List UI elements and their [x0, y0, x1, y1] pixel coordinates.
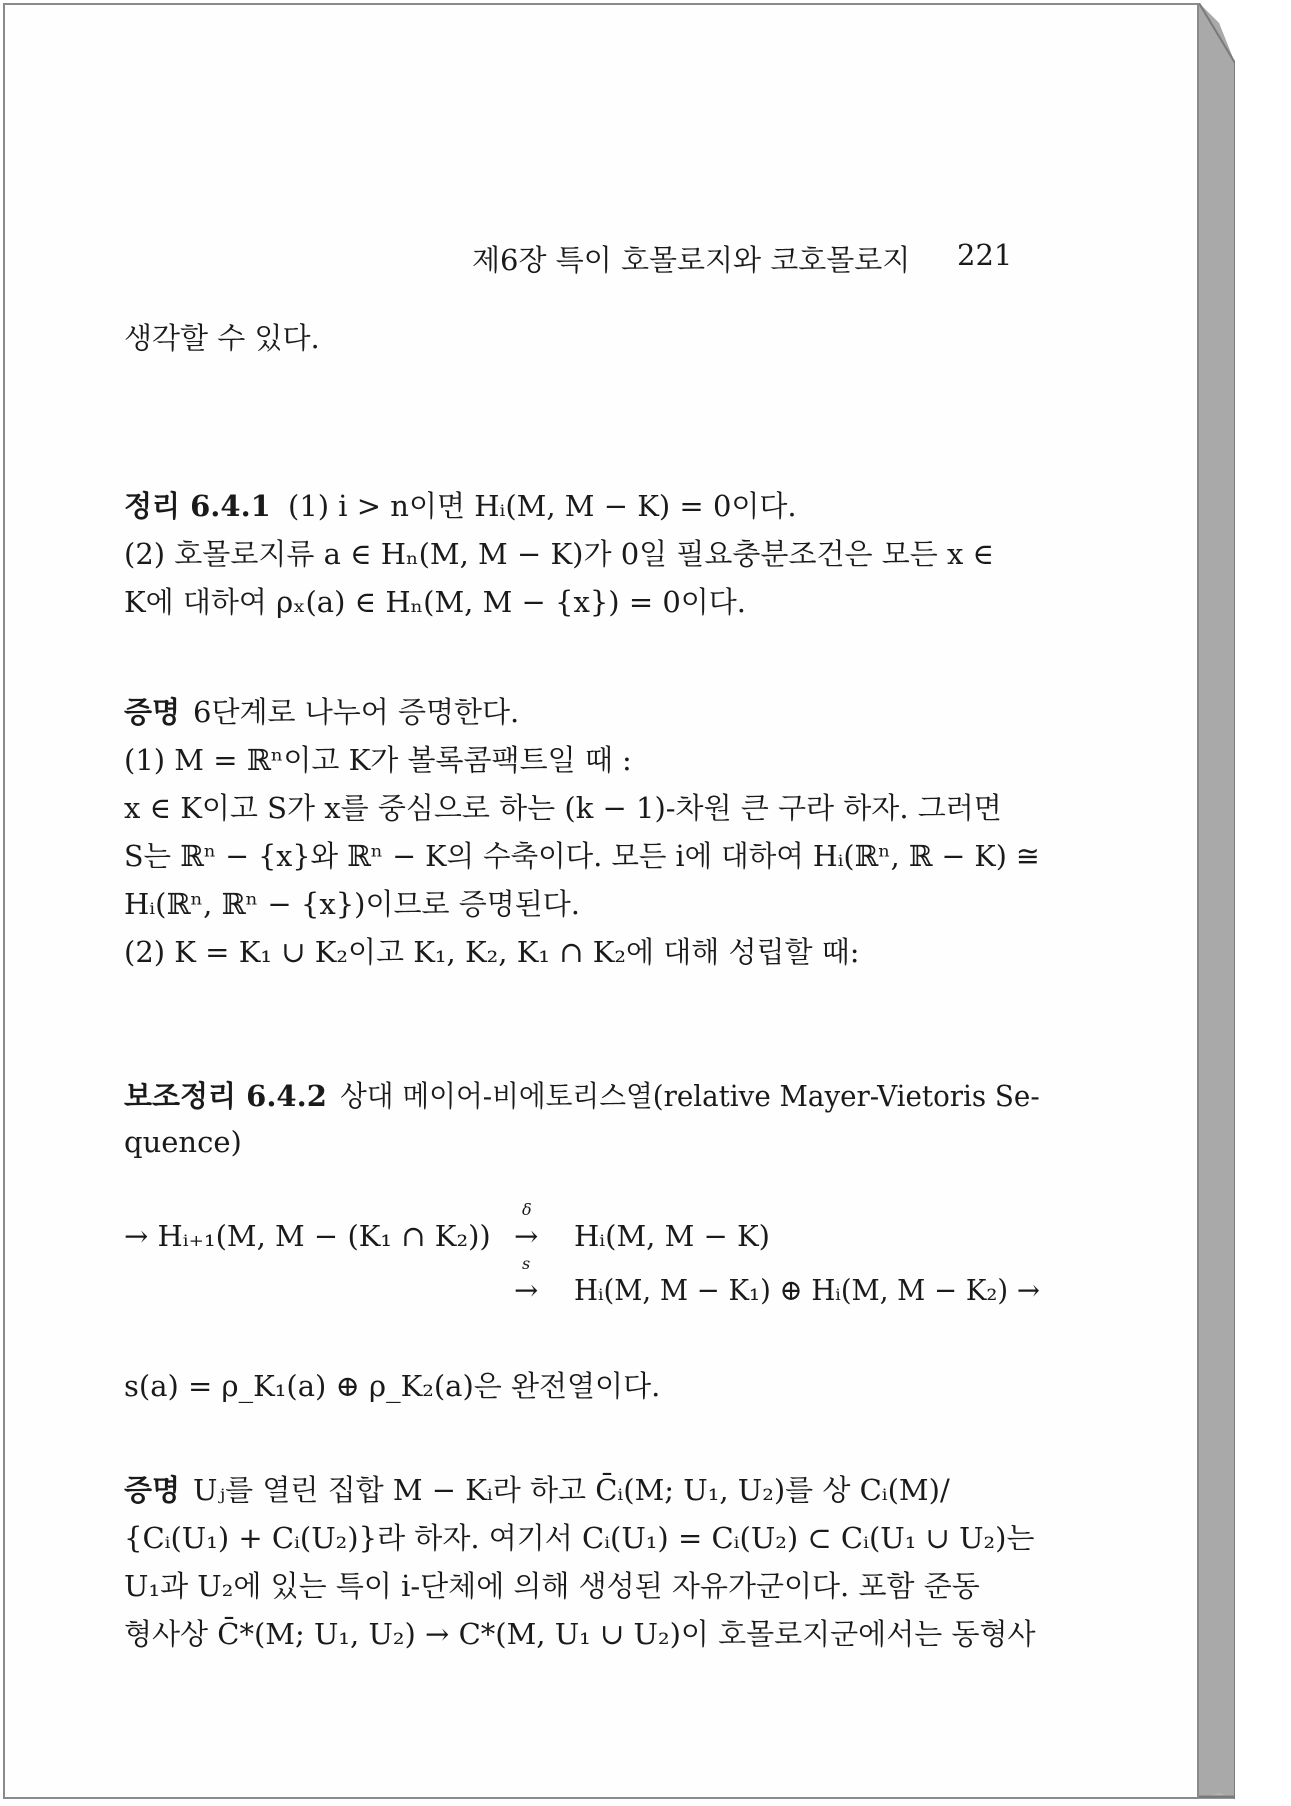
page-edge-shadow	[1199, 3, 1235, 1799]
text-line: 6단계로 나누어 증명한다.	[193, 695, 520, 729]
text-line: 생각할 수 있다.	[124, 321, 320, 355]
sequence-arrow: →	[514, 1273, 539, 1307]
proof-label: 증명	[124, 1473, 181, 1507]
chapter-title: 제6장 특이 호몰로지와 코호몰로지	[472, 243, 911, 277]
text-line: U₁과 U₂에 있는 특이 i-단체에 의해 생성된 자유가군이다. 포함 준동	[124, 1569, 980, 1603]
page-number: 221	[957, 238, 1013, 272]
text-line: 상대 메이어-비에토리스열(relative Mayer-Vietoris Se-	[340, 1079, 1040, 1113]
text-line: 형사상 C̄*(M; U₁, U₂) → C*(M, U₁ ∪ U₂)이 호몰로지군에서는 동형사	[124, 1617, 1036, 1651]
sequence-right: Hᵢ(M, M − K₁) ⊕ Hᵢ(M, M − K₂) →	[574, 1273, 1040, 1307]
theorem-label: 정리 6.4.1	[124, 489, 271, 523]
lemma-label: 보조정리 6.4.2	[124, 1079, 327, 1113]
text-line: (2) K = K₁ ∪ K₂이고 K₁, K₂, K₁ ∩ K₂에 대해 성립할 때:	[124, 935, 860, 969]
text-line: {Cᵢ(U₁) + Cᵢ(U₂)}라 하자. 여기서 Cᵢ(U₁) = Cᵢ(U₂) ⊂ Cᵢ(U₁ ∪ U₂)는	[124, 1521, 1035, 1555]
sequence-right: Hᵢ(M, M − K)	[574, 1219, 770, 1253]
text-line: Uⱼ를 열린 집합 M − Kᵢ라 하고 C̄ᵢ(M; U₁, U₂)를 상 Cᵢ(M)/	[193, 1473, 950, 1507]
sequence-arrow: →	[514, 1219, 539, 1253]
text-line: S는 ℝⁿ − {x}와 ℝⁿ − K의 수축이다. 모든 i에 대하여 Hᵢ(ℝⁿ, ℝ − K) ≅	[124, 839, 1040, 873]
text-line: (1) i > n이면 Hᵢ(M, M − K) = 0이다.	[288, 489, 797, 523]
sequence-arrow-label: δ	[522, 1200, 532, 1219]
text-line: quence)	[124, 1125, 242, 1159]
sequence-arrow-label: s	[522, 1254, 531, 1273]
text-line: K에 대하여 ρₓ(a) ∈ Hₙ(M, M − {x}) = 0이다.	[124, 585, 747, 619]
proof-label: 증명	[124, 695, 181, 729]
text-line: (2) 호몰로지류 a ∈ Hₙ(M, M − K)가 0일 필요충분조건은 모든 x ∈	[124, 537, 994, 571]
text-line: Hᵢ(ℝⁿ, ℝⁿ − {x})이므로 증명된다.	[124, 887, 581, 921]
sequence-left: → Hᵢ₊₁(M, M − (K₁ ∩ K₂))	[124, 1219, 491, 1253]
text-line: s(a) = ρ_K₁(a) ⊕ ρ_K₂(a)은 완전열이다.	[124, 1369, 661, 1403]
text-line: (1) M = ℝⁿ이고 K가 볼록콤팩트일 때 :	[124, 743, 632, 777]
text-line: x ∈ K이고 S가 x를 중심으로 하는 (k − 1)-차원 큰 구라 하자. 그러면	[124, 791, 1002, 825]
